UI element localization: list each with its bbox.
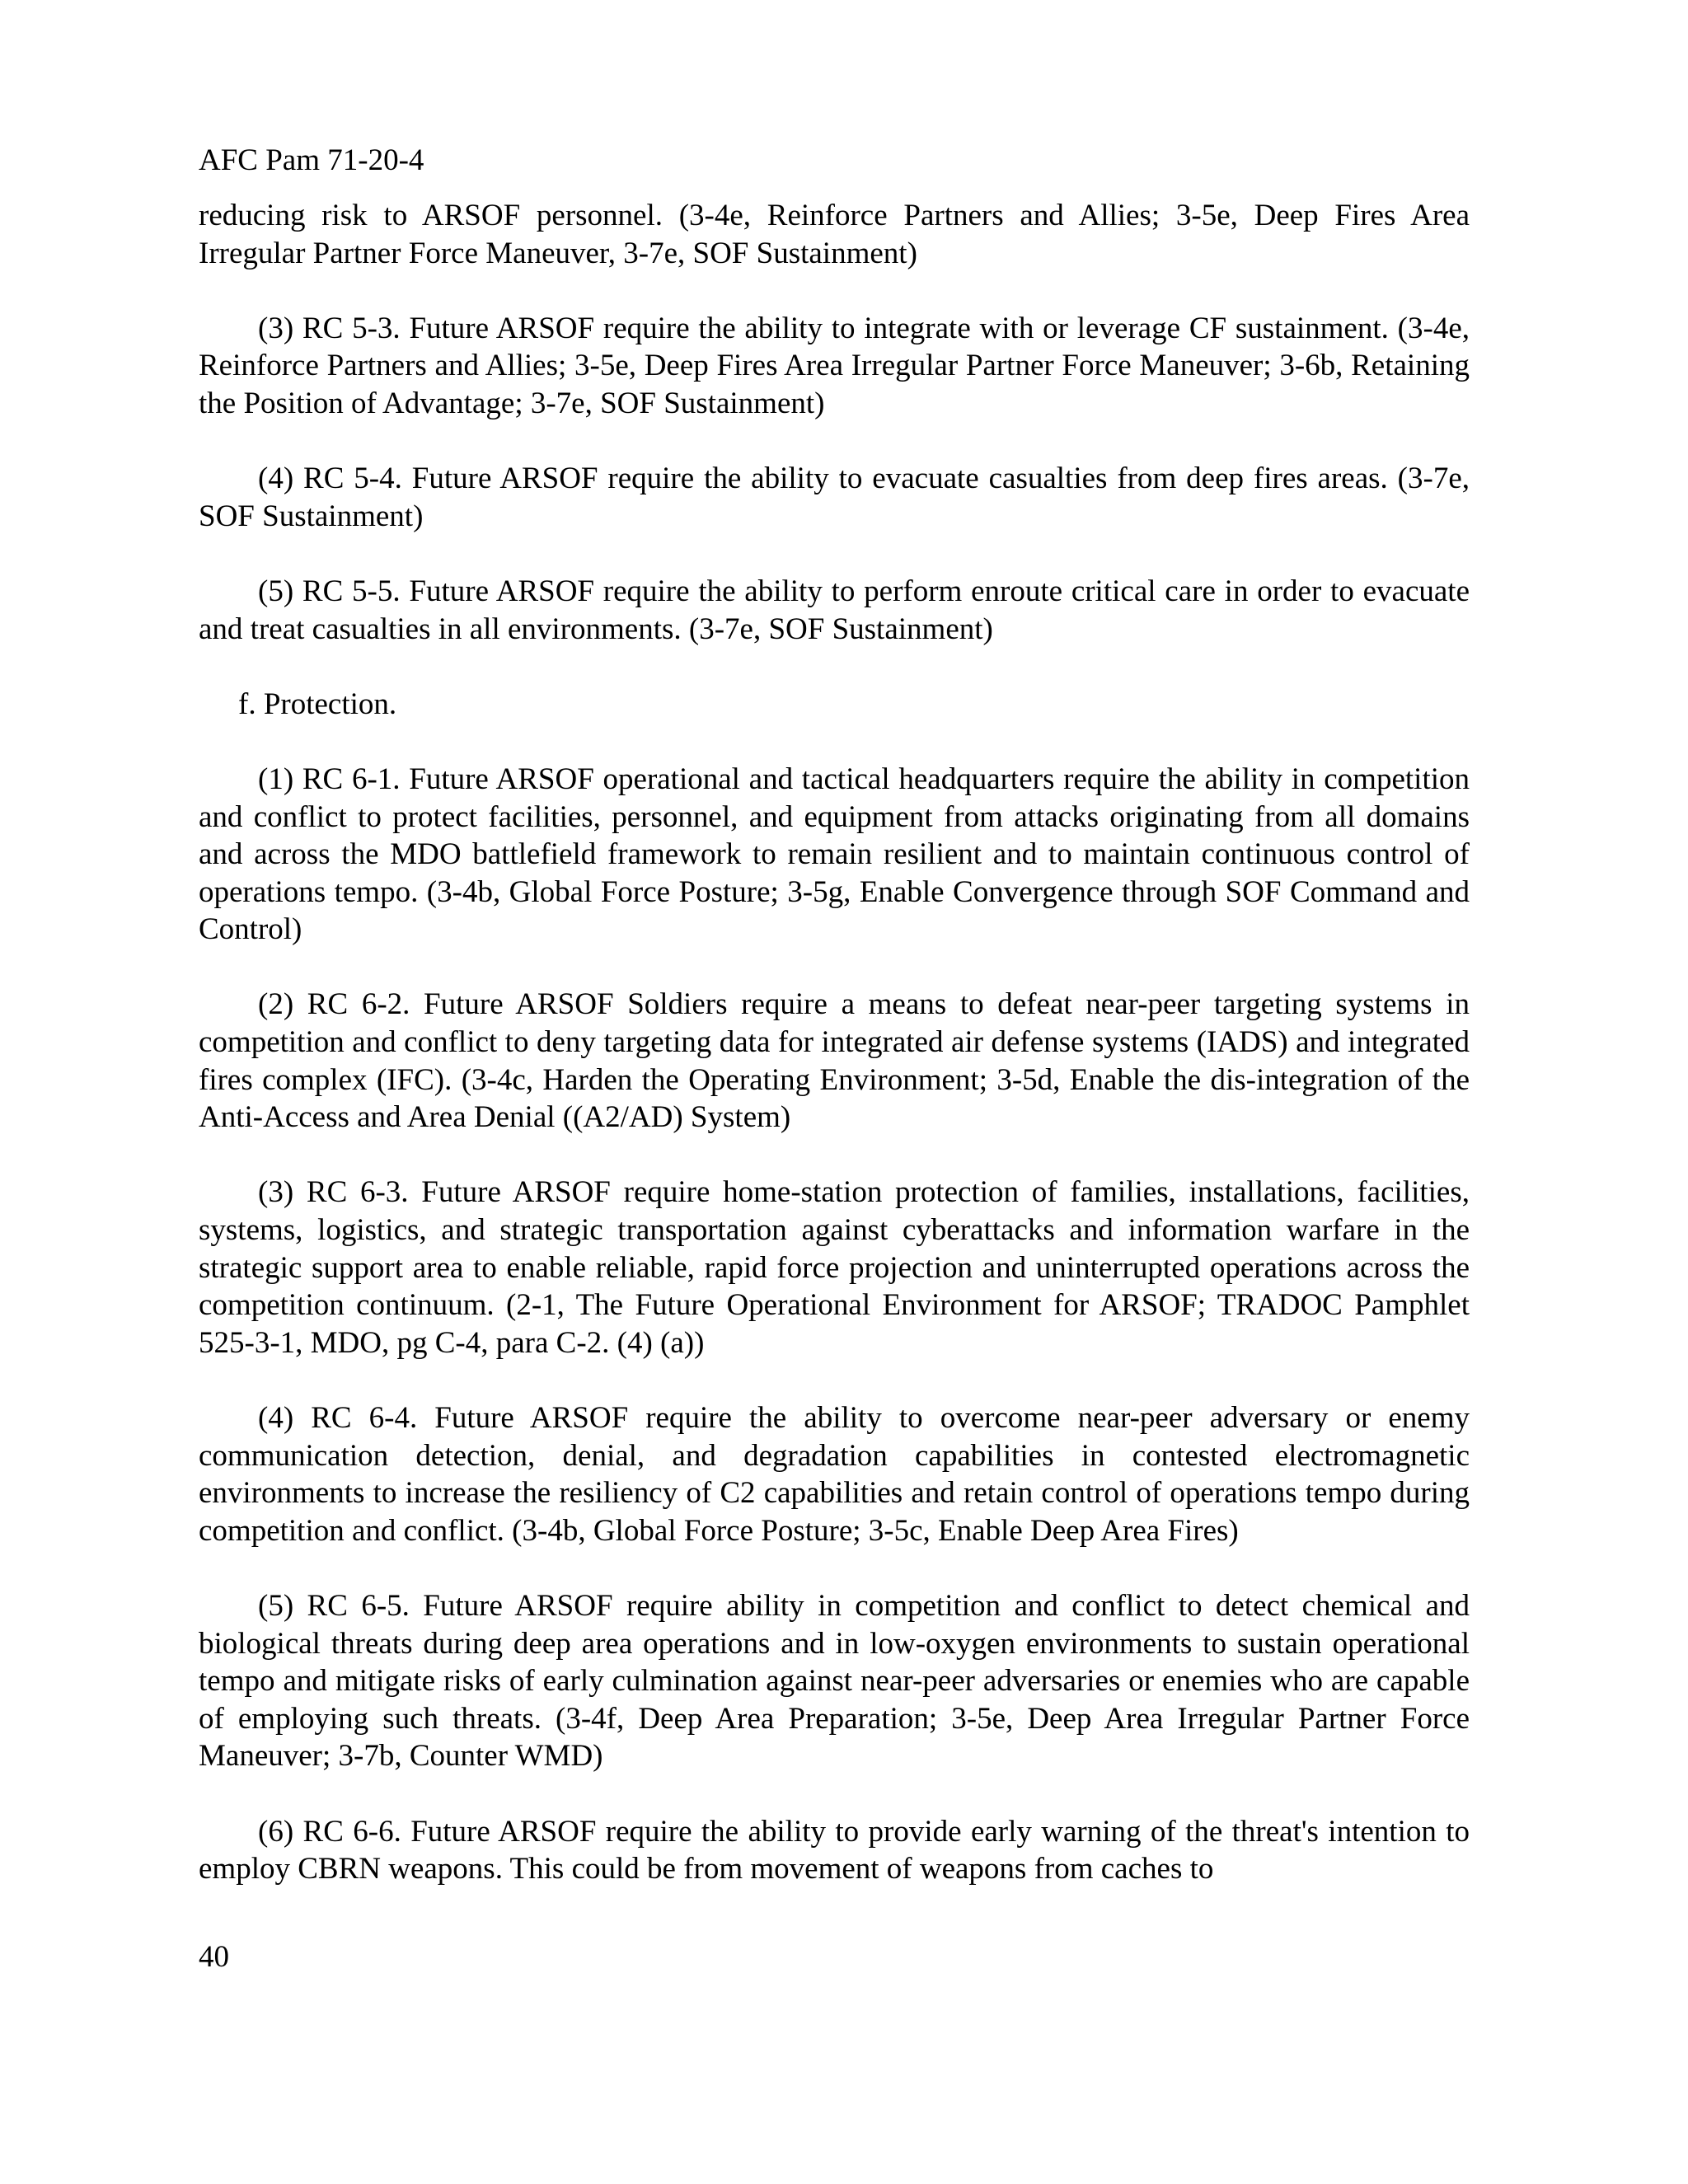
- paragraph-rc-6-4: (4) RC 6-4. Future ARSOF require the ability to overcome near-peer adversary or enemy communication detection, denial, and degradation capabilities in contested electromagnetic environments to increase the resiliency of C2 capabilities and retain control of operations tempo during competition and conflict. (3-4b, Global Force Posture; 3-5c, Enable Deep Area Fires): [199, 1401, 1470, 1548]
- paragraph-rc-6-3: (3) RC 6-3. Future ARSOF require home-station protection of families, installations, facilities, systems, logistics, and strategic transportation against cyberattacks and information warfare in the strategic support area to enable reliable, rapid force projection and uninterrupted operations across the competition continuum. (2-1, The Future Operational Environment for ARSOF; TRADOC Pamphlet 525-3-1, MDO, pg C-4, para C-2. (4) (a)): [199, 1175, 1470, 1360]
- paragraph-rc-6-6: (6) RC 6-6. Future ARSOF require the ability to provide early warning of the threat's intention to employ CBRN weapons. This could be from movement of weapons from caches to: [199, 1814, 1470, 1886]
- paragraph-rc-6-5: (5) RC 6-5. Future ARSOF require ability in competition and conflict to detect chemical and biological threats during deep area operations and in low-oxygen environments to sustain operational tempo and mitigate risks of early culmination against near-peer adversaries or enemies who are capable of employing such threats. (3-4f, Deep Area Preparation; 3-5e, Deep Area Irregular Partner Force Maneuver; 3-7b, Counter WMD): [199, 1588, 1470, 1774]
- paragraph-rc-6-1: (1) RC 6-1. Future ARSOF operational and tactical headquarters require the ability in competition and conflict to protect facilities, personnel, and equipment from attacks originating from all domains and across the MDO battlefield framework to remain resilient and to maintain continuous control of operations tempo. (3-4b, Global Force Posture; 3-5g, Enable Convergence through SOF Command and Control): [199, 762, 1470, 947]
- section-heading-protection: f. Protection.: [238, 687, 397, 721]
- paragraph-continuation: reducing risk to ARSOF personnel. (3-4e, Reinforce Partners and Allies; 3-5e, Deep Fires Area Irregular Partner Force Maneuver, 3-7e, SOF Sustainment): [199, 199, 1470, 270]
- document-header: AFC Pam 71-20-4: [199, 143, 424, 177]
- document-body: [199, 197, 1470, 1925]
- paragraph-rc-5-5: (5) RC 5-5. Future ARSOF require the ability to perform enroute critical care in order to evacuate and treat casualties in all environments. (3-7e, SOF Sustainment): [199, 574, 1470, 646]
- page-number: 40: [199, 1940, 229, 1974]
- paragraph-rc-5-3: (3) RC 5-3. Future ARSOF require the ability to integrate with or leverage CF sustainment. (3-4e, Reinforce Partners and Allies; 3-5e, Deep Fires Area Irregular Partner Force Maneuver; 3-6b, Retaining the Position of Advantage; 3-7e, SOF Sustainment): [199, 311, 1470, 420]
- paragraph-rc-6-2: (2) RC 6-2. Future ARSOF Soldiers require a means to defeat near-peer targeting systems in competition and conflict to deny targeting data for integrated air defense systems (IADS) and integrated fires complex (IFC). (3-4c, Harden the Operating Environment; 3-5d, Enable the dis-integration of the Anti-Access and Area Denial ((A2/AD) System): [199, 987, 1470, 1135]
- paragraph-rc-5-4: (4) RC 5-4. Future ARSOF require the ability to evacuate casualties from deep fires areas. (3-7e, SOF Sustainment): [199, 462, 1470, 533]
